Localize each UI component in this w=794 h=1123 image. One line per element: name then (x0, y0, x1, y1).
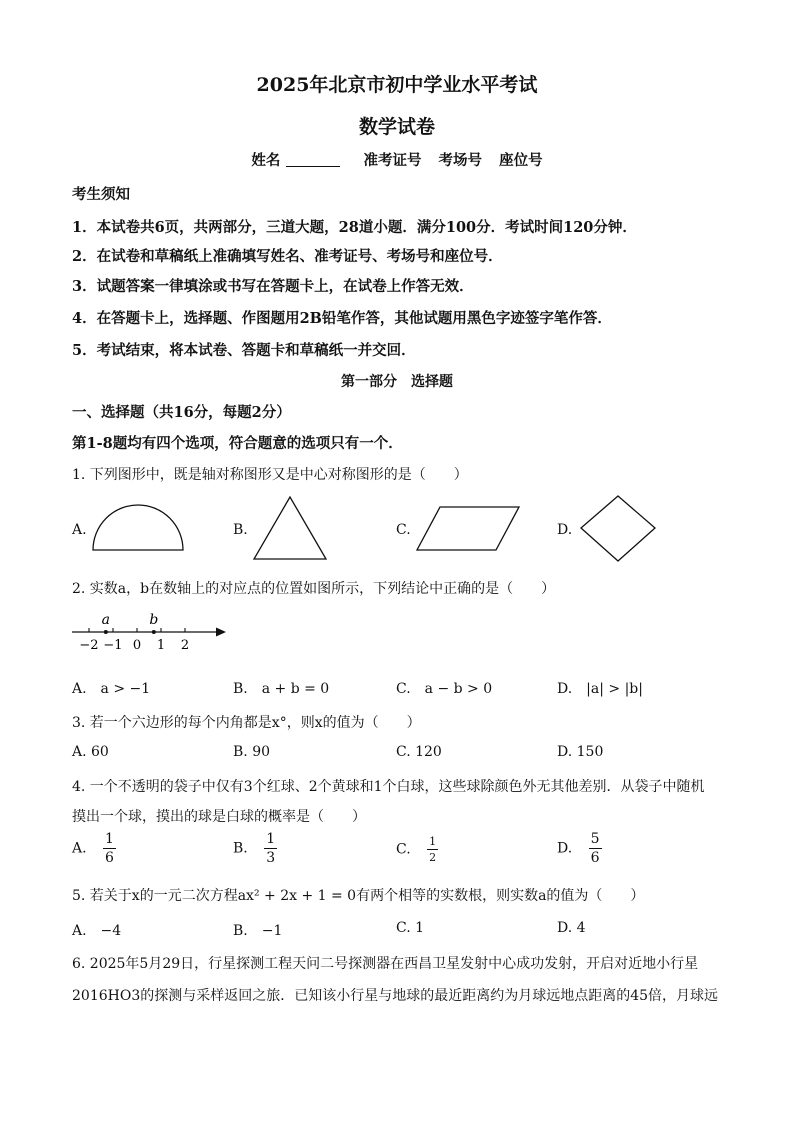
numerator: 5 (590, 831, 600, 847)
room-label: 考场号 (438, 152, 483, 169)
denominator: 3 (266, 850, 276, 866)
fraction (103, 832, 116, 865)
q3-option-a: A. 60 (72, 744, 109, 760)
point-a-dot (104, 630, 108, 634)
q5-option-b: B. −1 (233, 923, 283, 939)
exam-subtitle: 数学试卷 (358, 116, 435, 138)
point-b-dot (152, 630, 156, 634)
q4-option-d (557, 832, 602, 865)
exam-id-label: 准考证号 (363, 152, 422, 169)
numerator: 1 (266, 831, 276, 847)
q1-option-b-label: B. (233, 522, 248, 538)
q1-option-c-label: C. (396, 522, 411, 538)
q2-option-b: B. a + b = 0 (233, 681, 330, 697)
number-line-tick-label: 1 (156, 638, 166, 653)
q3-option-d: D. 150 (557, 744, 604, 760)
denominator: 6 (590, 850, 600, 866)
q1-option-d-label: D. (557, 522, 573, 538)
number-line-tick-label: 0 (132, 638, 142, 653)
denominator: 6 (105, 850, 114, 866)
q3-option-c: C. 120 (396, 744, 442, 760)
q6-text-line1: 6. 2025年5月29日，行星探测工程天问二号探测器在西昌卫星发射中心成功发射，开启对近地小行星 (72, 956, 699, 972)
q2-text: 2. 实数a，b在数轴上的对应点的位置如图所示，下列结论中正确的是（ ） (72, 581, 556, 597)
q2-option-c: C. a − b > 0 (396, 681, 493, 697)
exam-title: 2025年北京市初中学业水平考试 (256, 74, 538, 96)
point-a-label: a (101, 612, 110, 628)
q4-option-b-label: B. (233, 840, 248, 857)
part1-title: 第一部分 选择题 (341, 374, 453, 390)
q4-option-c (396, 836, 438, 863)
notice-item-4: 4．在答题卡上，选择题、作图题用2B铅笔作答，其他试题用黑色字迹签字笔作答． (72, 310, 612, 327)
q1-text: 1. 下列图形中，既是轴对称图形又是中心对称图形的是（ ） (72, 467, 468, 483)
fraction (264, 832, 277, 865)
q4-text-line2: 摸出一个球，摸出的球是白球的概率是（ ） (72, 809, 366, 825)
seat-label: 座位号 (499, 152, 543, 169)
q6-text-line2: 2016HO3的探测与采样返回之旅．已知该小行星与地球的最近距离约为月球远地点距离的45倍，月球远 (72, 988, 719, 1004)
q5-option-a: A. −4 (72, 923, 122, 939)
denominator: 2 (429, 851, 437, 864)
fraction (427, 836, 438, 863)
point-b-label: b (149, 612, 159, 628)
notice-item-5: 5．考试结束，将本试卷、答题卡和草稿纸一并交回． (72, 342, 416, 359)
q4-option-a (72, 832, 116, 865)
q3-text: 3. 若一个六边形的每个内角都是x°，则x的值为（ ） (72, 715, 421, 731)
q4-text-line1: 4. 一个不透明的袋子中仅有3个红球、2个黄球和1个白球，这些球除颜色外无其他差别．从袋子中随机 (72, 779, 705, 795)
numerator: 1 (105, 831, 114, 847)
section-instruction: 第1-8题均有四个选项，符合题意的选项只有一个． (72, 435, 403, 452)
notice-item-3: 3．试题答案一律填涂或书写在答题卡上，在试卷上作答无效． (72, 278, 474, 295)
name-field: 姓名 (251, 152, 346, 169)
q2-option-d: D. |a| > |b| (557, 681, 643, 697)
notice-item-1: 1．本试卷共6页，共两部分，三道大题，28道小题．满分100分．考试时间120分钟． (72, 219, 637, 236)
q4-option-b (233, 832, 277, 865)
notice-item-2: 2．在试卷和草稿纸上准确填写姓名、准考证号、考场号和座位号． (72, 248, 503, 265)
q3-option-b: B. 90 (233, 744, 271, 760)
q5-option-c: C. 1 (396, 920, 425, 936)
q2-option-a: A. a > −1 (72, 681, 151, 697)
number-line-tick-label: 2 (180, 638, 190, 653)
fraction (589, 832, 602, 865)
q4-option-d-label: D. (557, 840, 573, 857)
numerator: 1 (429, 835, 437, 848)
number-line-tick-label: −1 (103, 638, 123, 653)
notice-heading: 考生须知 (72, 186, 130, 203)
q5-text: 5. 若关于x的一元二次方程ax² + 2x + 1 = 0有两个相等的实数根，则实数a的值为（ ） (72, 888, 645, 904)
section-heading: 一、选择题（共16分，每题2分） (72, 404, 291, 421)
q5-option-d: D. 4 (557, 920, 586, 936)
number-line-tick-label: −2 (79, 638, 99, 653)
number-line-arrow (216, 628, 226, 637)
q4-option-c-label: C. (396, 841, 411, 858)
q1-option-a-label: A. (72, 522, 87, 538)
q4-option-a-label: A. (72, 840, 87, 857)
